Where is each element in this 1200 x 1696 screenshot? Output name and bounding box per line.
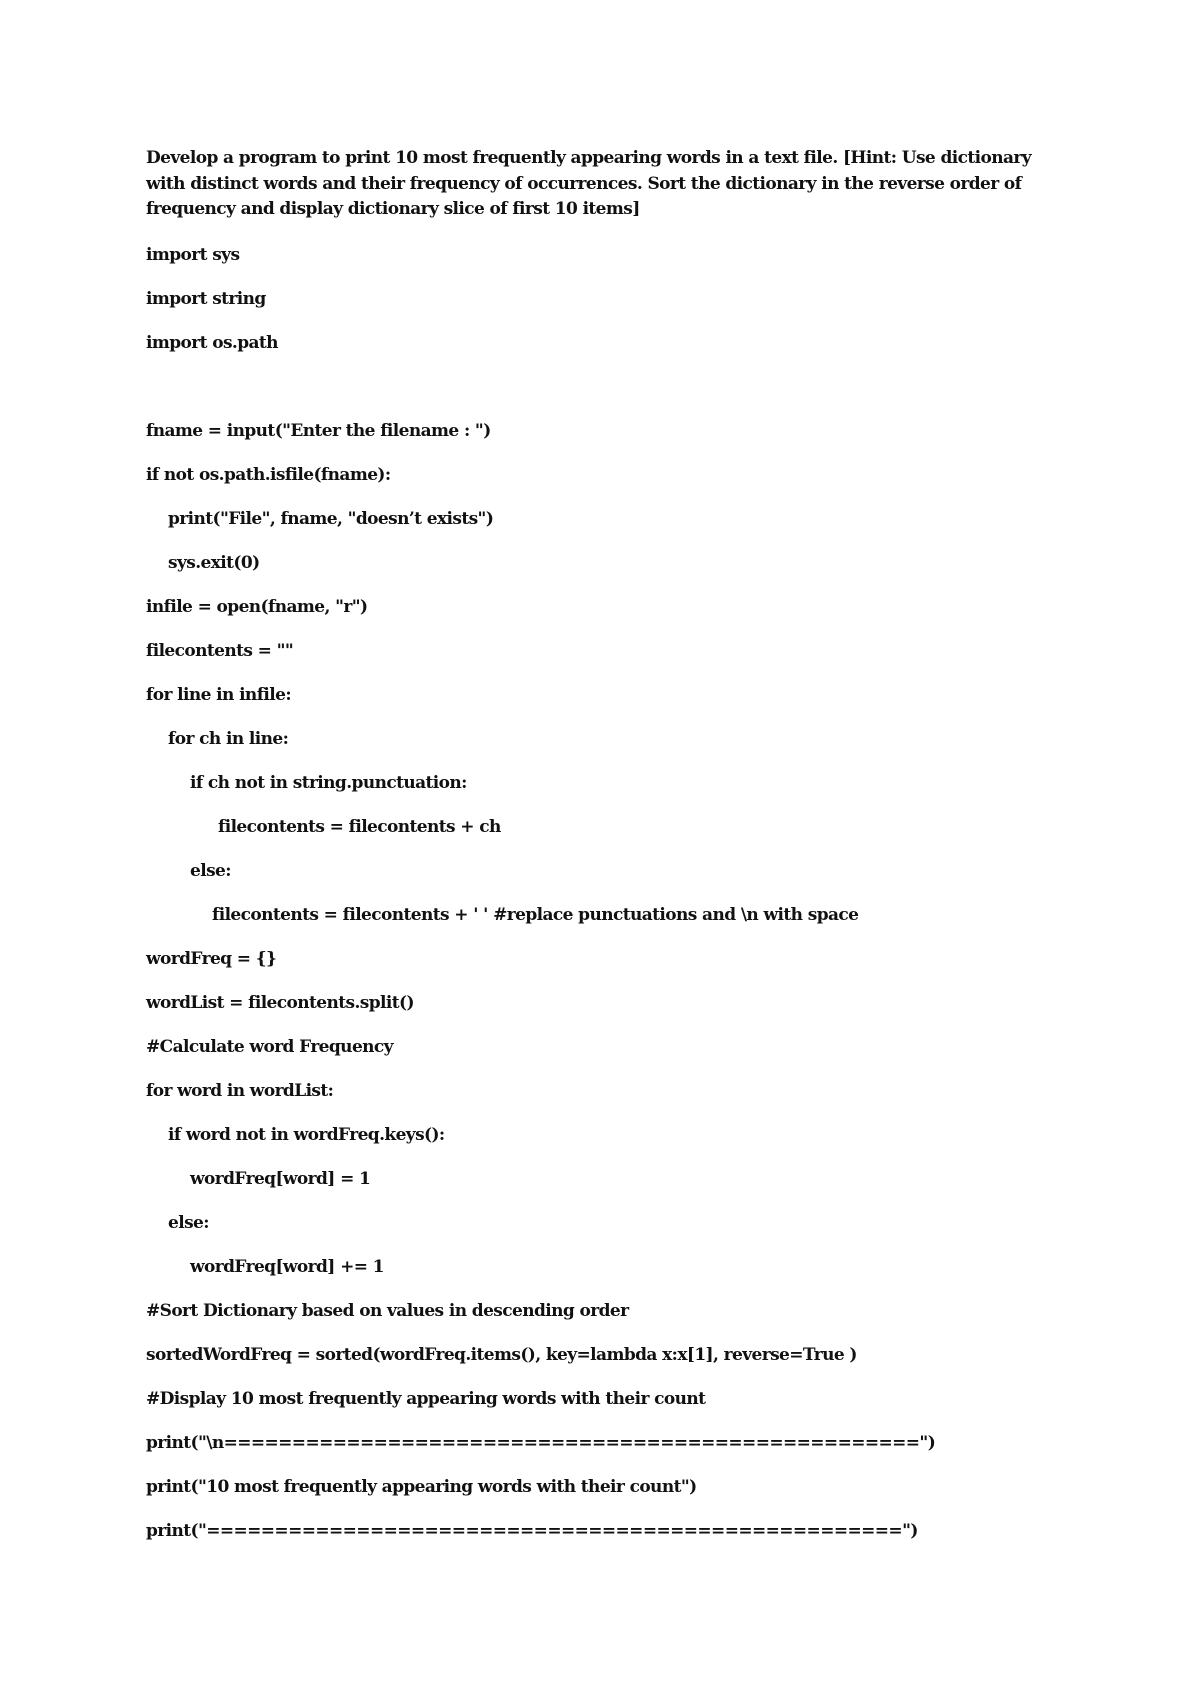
- code-line: filecontents = filecontents + ch: [218, 816, 501, 837]
- code-line: for ch in line:: [168, 728, 289, 749]
- code-line: filecontents = "": [146, 640, 294, 661]
- code-line: wordFreq[word] = 1: [190, 1168, 371, 1189]
- code-line: import string: [146, 288, 266, 309]
- code-line: print("==================================================="): [146, 1520, 918, 1541]
- code-line: import os.path: [146, 332, 278, 353]
- code-line: import sys: [146, 244, 240, 265]
- code-line: infile = open(fname, "r"): [146, 596, 368, 617]
- code-block: [146, 243, 1046, 1563]
- code-line: wordList = filecontents.split(): [146, 992, 414, 1013]
- code-line: #Sort Dictionary based on values in descending order: [146, 1300, 629, 1321]
- problem-statement: Develop a program to print 10 most frequently appearing words in a text file. [Hint: Use dictionary with distinct words and their frequency of occurrences. Sort the dictionary in the reverse order of frequency and display dictionary slice of first 10 items]: [146, 148, 1032, 219]
- code-line: wordFreq = {}: [146, 948, 277, 969]
- code-line: else:: [190, 860, 231, 881]
- code-line: sortedWordFreq = sorted(wordFreq.items(), key=lambda x:x[1], reverse=True ): [146, 1344, 857, 1365]
- code-line: print("File", fname, "doesn’t exists"): [168, 508, 494, 529]
- code-line: #Display 10 most frequently appearing words with their count: [146, 1388, 706, 1409]
- document-body: [146, 146, 1046, 1563]
- code-line: #Calculate word Frequency: [146, 1036, 393, 1057]
- code-line: if word not in wordFreq.keys():: [168, 1124, 445, 1145]
- code-line: wordFreq[word] += 1: [190, 1256, 384, 1277]
- code-line: filecontents = filecontents + ' ' #replace punctuations and \n with space: [212, 904, 859, 925]
- blank-line: [146, 375, 1046, 419]
- code-line: else:: [168, 1212, 209, 1233]
- code-line: sys.exit(0): [168, 552, 260, 573]
- code-line: if ch not in string.punctuation:: [190, 772, 467, 793]
- code-line: fname = input("Enter the filename : "): [146, 420, 491, 441]
- code-line: for word in wordList:: [146, 1080, 334, 1101]
- code-line: print("\n==================================================="): [146, 1432, 936, 1453]
- code-line: for line in infile:: [146, 684, 292, 705]
- code-line: if not os.path.isfile(fname):: [146, 464, 391, 485]
- code-line: print("10 most frequently appearing words with their count"): [146, 1476, 697, 1497]
